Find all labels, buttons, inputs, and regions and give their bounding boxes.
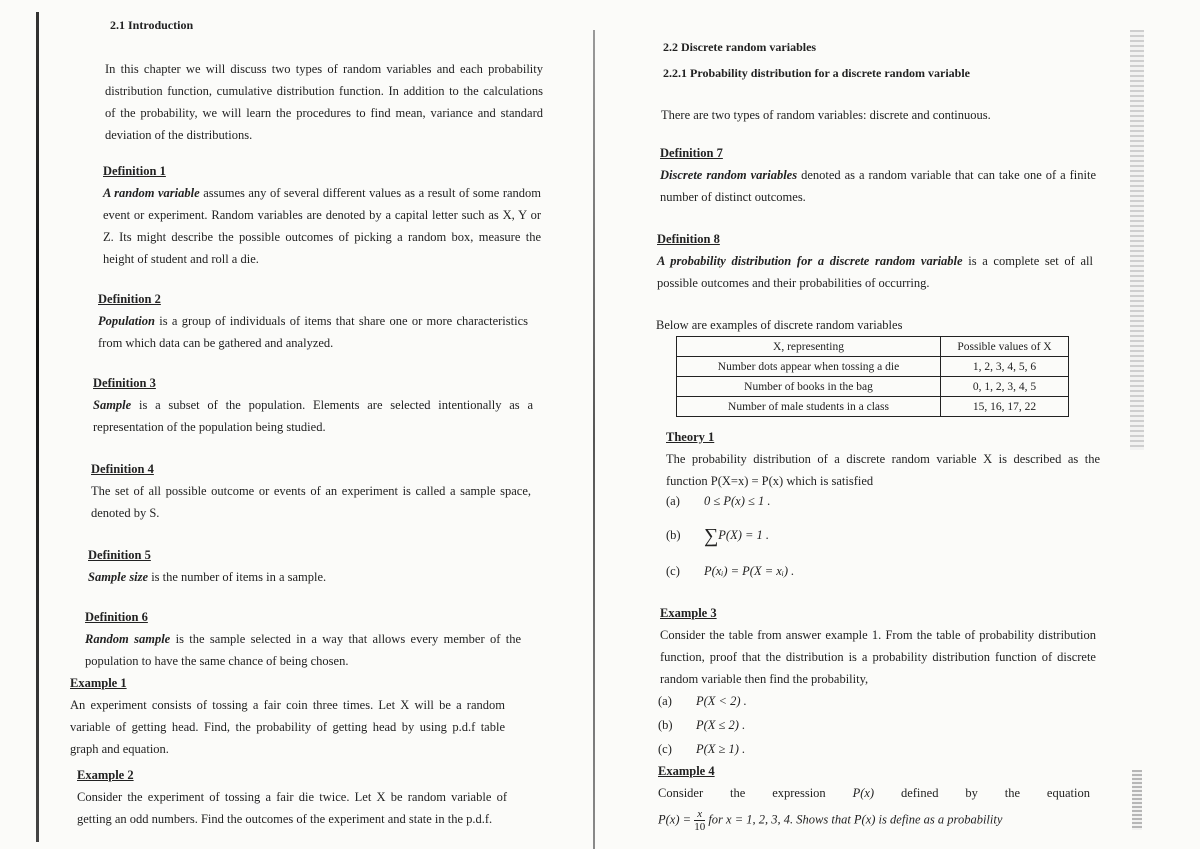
- theory-item-a: [666, 490, 770, 512]
- table-cell: 0, 1, 2, 3, 4, 5: [941, 377, 1069, 397]
- definition-title: Definition 1: [103, 164, 166, 178]
- table-header-row: [677, 337, 1069, 357]
- definition-term: Sample size: [88, 570, 149, 584]
- table-row: [677, 357, 1069, 377]
- item-expression: P(X ≤ 2) .: [696, 718, 746, 732]
- example-3-item-a: [658, 690, 747, 712]
- table-row: [677, 377, 1069, 397]
- discrete-variables-table: [676, 336, 1069, 417]
- table-row: [677, 397, 1069, 417]
- example-3: [660, 602, 1096, 690]
- definition-2: [98, 288, 528, 354]
- example-4-line-2: [658, 808, 1090, 833]
- theory-1: [666, 426, 1100, 492]
- table-cell: Number of books in the bag: [677, 377, 941, 397]
- item-expression: P(xᵢ) = P(X = xᵢ) .: [704, 564, 795, 578]
- definition-term: Discrete random variables: [660, 168, 798, 182]
- word: Consider: [658, 786, 704, 800]
- item-expression: P(X ≥ 1) .: [696, 742, 746, 756]
- item-expression: P(X) = 1 .: [718, 528, 770, 542]
- definition-text: is a complete set of all possible outcomes and their probabilities of occurring.: [657, 254, 1093, 290]
- definition-title: Definition 2: [98, 292, 161, 306]
- definition-7: [660, 142, 1096, 208]
- example-1: [70, 672, 505, 760]
- section-heading-2-2: 2.2 Discrete random variables: [663, 40, 817, 54]
- left-page: [0, 0, 596, 849]
- section-heading-2-1: 2.1 Introduction: [110, 18, 194, 32]
- example-3-item-b: [658, 714, 745, 736]
- example-text: An experiment consists of tossing a fair coin three times. Let X will be a random variable of getting head. Find, the probability of getting head by using p.d.f table graph and equation.: [70, 698, 505, 756]
- definition-text: denoted as a random variable that can take one of a finite number of distinct outcomes.: [660, 168, 1096, 204]
- definition-term: Random sample: [85, 632, 171, 646]
- definition-text: The set of all possible outcome or events of an experiment is called a sample space, denoted by S.: [91, 484, 531, 520]
- intro-paragraph: In this chapter we will discuss two types of random variables and each probability distribution function, cumulative distribution function. In addition to the calculations of the probability, we will learn the procedures to find mean, variance and standard deviation of the distributions.: [105, 62, 543, 142]
- definition-8: [657, 228, 1093, 294]
- table-cell: 1, 2, 3, 4, 5, 6: [941, 357, 1069, 377]
- definition-title: Definition 8: [657, 232, 720, 246]
- theory-title: Theory 1: [666, 430, 715, 444]
- example-text: Consider the experiment of tossing a fair die twice. Let X be random variable of getting an odd numbers. Find the outcomes of the experiment and state in the p.d.f.: [77, 790, 507, 826]
- table-header: Possible values of X: [941, 337, 1069, 357]
- word: by: [965, 786, 978, 800]
- definition-3: [93, 372, 533, 438]
- definition-term: A probability distribution for a discrete random variable: [657, 254, 963, 268]
- word: expression: [772, 786, 826, 800]
- table-cell: Number of male students in a class: [677, 397, 941, 417]
- example-4-line-1: [658, 782, 1090, 804]
- definition-text: is the number of items in a sample.: [148, 570, 327, 584]
- definition-text: is a subset of the population. Elements are selected intentionally as a representation of the population being studied.: [93, 398, 533, 434]
- sigma-icon: ∑: [704, 525, 719, 548]
- table-header: X, representing: [677, 337, 941, 357]
- definition-text: is the sample selected in a way that allows every member of the population to have the same chance of being chosen.: [85, 632, 522, 668]
- definition-5: [88, 544, 528, 588]
- example-title: Example 4: [658, 764, 715, 778]
- definition-1: [103, 160, 541, 270]
- table-caption: Below are examples of discrete random variables: [656, 318, 903, 332]
- example-text: Consider the table from answer example 1. From the table of probability distribution function, proof that the distribution is a probability distribution function of discrete random variable then find the probability,: [660, 628, 1096, 686]
- example-4: [658, 760, 1090, 833]
- example-3-item-c: [658, 738, 745, 760]
- definition-term: A random variable: [103, 186, 200, 200]
- definition-text: assumes any of several different values as a result of some random event or experiment. Random variables are denoted by a capital letter such as X, Y or Z. Its might describe the possible outcomes of picking a random box, measure the height of student and roll a die.: [103, 186, 541, 266]
- fraction-denominator: 10: [694, 821, 706, 833]
- table-cell: 15, 16, 17, 22: [941, 397, 1069, 417]
- definition-4: [91, 458, 531, 524]
- page-edge-texture-lower: [1132, 770, 1142, 830]
- item-expression: P(X < 2) .: [696, 694, 747, 708]
- definition-title: Definition 6: [85, 610, 148, 624]
- subsection-heading-2-2-1: 2.2.1 Probability distribution for a discrete random variable: [663, 66, 971, 80]
- word: the: [730, 786, 746, 800]
- word: the: [1004, 786, 1021, 800]
- page-edge-texture: [1130, 30, 1144, 450]
- table-cell: Number dots appear when tossing a die: [677, 357, 941, 377]
- theory-item-b: [666, 524, 769, 547]
- item-expression: 0 ≤ P(x) ≤ 1 .: [704, 494, 771, 508]
- definition-title: Definition 4: [91, 462, 154, 476]
- example-title: Example 2: [77, 768, 134, 782]
- example-title: Example 1: [70, 676, 127, 690]
- fraction: [694, 808, 705, 833]
- word: defined: [900, 786, 939, 800]
- word: equation: [1046, 786, 1090, 800]
- definition-term: Sample: [93, 398, 132, 412]
- item-label: (c): [666, 564, 680, 578]
- equation-tail: for x = 1, 2, 3, 4. Shows that P(x) is define as a probability: [708, 812, 1003, 827]
- item-label: (b): [658, 718, 673, 732]
- example-title: Example 3: [660, 606, 717, 620]
- theory-item-c: [666, 560, 794, 582]
- fraction-numerator: x: [694, 808, 705, 821]
- equation-lhs: P(x) =: [658, 812, 692, 827]
- item-label: (c): [658, 742, 672, 756]
- definition-term: Population: [98, 314, 155, 328]
- definition-title: Definition 7: [660, 146, 723, 160]
- theory-text: The probability distribution of a discrete random variable X is described as the function P(X=x) = P(x) which is satisfied: [666, 452, 1100, 488]
- item-label: (b): [666, 528, 681, 542]
- item-label: (a): [658, 694, 672, 708]
- definition-title: Definition 3: [93, 376, 156, 390]
- example-2: [77, 764, 507, 830]
- definition-6: [85, 606, 521, 672]
- item-label: (a): [666, 494, 680, 508]
- definition-title: Definition 5: [88, 548, 151, 562]
- right-intro: There are two types of random variables: discrete and continuous.: [661, 108, 991, 122]
- word: P(x): [852, 786, 875, 800]
- definition-text: is a group of individuals of items that share one or more characteristics from which data can be gathered and analyzed.: [98, 314, 528, 350]
